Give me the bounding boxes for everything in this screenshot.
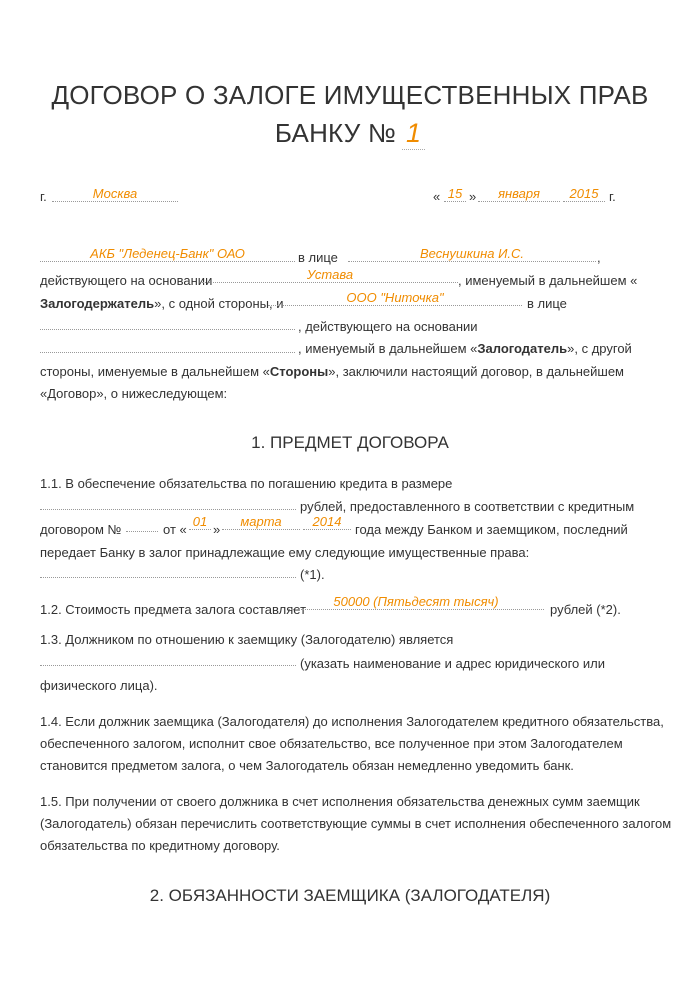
clause-1-2-suffix: рублей (*2). [550, 602, 621, 617]
clause-1-4-line3: становится предметом залога, о чем Залогодатель обязан немедленно уведомить банк. [40, 758, 574, 773]
clause-1-4-line2: обеспеченного залогом, исполнит свое обязательство, все полученное при этом Залогодателем [40, 736, 623, 751]
acting-basis-label: действующего на основании [40, 273, 213, 288]
pledgee-rest: », с одной стороны, и [154, 296, 284, 311]
clause-1-1-line3: года между Банком и заемщиком, последний [355, 522, 628, 537]
year-suffix: г. [609, 189, 616, 204]
sides-text-1: стороны, именуемые в дальнейшем « [40, 364, 270, 379]
loan-day-field[interactable]: 01 [189, 514, 211, 530]
contract-number-field[interactable]: 1 [402, 118, 425, 150]
clause-1-2-text: 1.2. Стоимость предмета залога составляет [40, 602, 307, 617]
collateral-value-field[interactable]: 50000 (Пятьдесят тысяч) [288, 594, 544, 610]
credit-amount-field[interactable] [40, 494, 296, 510]
date-year-field[interactable]: 2015 [563, 186, 605, 202]
pledgee-line [40, 296, 284, 312]
named-further-label: , именуемый в дальнейшем « [458, 273, 638, 288]
footnote-1: (*1). [300, 567, 325, 582]
property-rights-field[interactable] [40, 562, 296, 578]
in-person-label: в лице [298, 250, 338, 265]
comma: , [597, 250, 601, 265]
bank-name-field[interactable]: АКБ "Леденец-Банк" ОАО [40, 246, 295, 262]
contract-line: «Договор», о нижеследующем: [40, 386, 228, 401]
representative-field[interactable]: Веснушкина И.С. [348, 246, 596, 262]
sides-text-2: », заключили настоящий договор, в дальнейшем [328, 364, 624, 379]
loan-year-field[interactable]: 2014 [303, 514, 351, 530]
from-label: от « [163, 522, 187, 537]
pledgor-representative-field[interactable] [40, 314, 295, 330]
clause-1-1-line1: 1.1. В обеспечение обязательства по погашению кредита в размере [40, 476, 453, 491]
sides-line [40, 364, 660, 380]
sides-label: Стороны [269, 364, 329, 379]
pledgor-label: Залогодатель [477, 341, 568, 356]
loan-quote-close: » [213, 522, 221, 537]
clause-1-5-line3: обязательства по кредитному договору. [40, 838, 280, 853]
clause-1-1-line4: передает Банку в залог принадлежащие ему следующие имущественные права: [40, 545, 530, 560]
city-prefix: г. [40, 189, 47, 204]
loan-month-field[interactable]: марта [222, 514, 300, 530]
city-field[interactable]: Москва [52, 186, 178, 202]
pledgor-basis-field[interactable] [40, 337, 295, 353]
clause-1-3-line1: 1.3. Должником по отношению к заемщику (Залогодателю) является [40, 632, 454, 647]
in-person-label-2: в лице [527, 296, 567, 311]
date-day-field[interactable]: 15 [444, 186, 466, 202]
clause-1-1-line2: рублей, предоставленного в соответствии с кредитным [300, 499, 635, 514]
clause-1-5-line2: (Залогодатель) обязан перечислить соответствующие суммы в счет исполнения обеспеченного залогом [40, 816, 672, 831]
date-month-field[interactable]: января [478, 186, 560, 202]
document-title-line1: ДОГОВОР О ЗАЛОГЕ ИМУЩЕСТВЕННЫХ ПРАВ [51, 80, 649, 110]
clause-1-3-line2: (указать наименование и адрес юридического или [300, 656, 605, 671]
loan-contract-number-field[interactable] [126, 516, 158, 532]
pledgee-label: Залогодержатель [40, 296, 155, 311]
named-further-label-2: , именуемый в дальнейшем « [298, 341, 478, 356]
clause-1-4-line1: 1.4. Если должник заемщика (Залогодателя) до исполнения Залогодателем кредитного обязательства, [40, 714, 664, 729]
pledgor-rest: », с другой [567, 341, 632, 356]
acting-basis-label-2: , действующего на основании [298, 319, 478, 334]
clause-1-3-line3: физического лица). [40, 678, 158, 693]
document-title-line2 [0, 118, 700, 150]
basis-field[interactable]: Устава [202, 267, 458, 283]
clause-1-5-line1: 1.5. При получении от своего должника в счет исполнения обязательства денежных сумм заемщик [40, 794, 640, 809]
section2-heading: 2. ОБЯЗАННОСТИ ЗАЕМЩИКА (ЗАЛОГОДАТЕЛЯ) [149, 886, 551, 905]
contract-number-label: договором № [40, 522, 122, 537]
title-bank-label: БАНКУ № [274, 118, 396, 148]
debtor-field[interactable] [40, 650, 296, 666]
date-quote-open: « [433, 189, 441, 204]
pledgor-name-field[interactable]: ООО "Ниточка" [268, 290, 522, 306]
pledgor-named-line [298, 341, 632, 357]
date-quote-close: » [469, 189, 477, 204]
section1-heading: 1. ПРЕДМЕТ ДОГОВОРА [251, 433, 449, 452]
